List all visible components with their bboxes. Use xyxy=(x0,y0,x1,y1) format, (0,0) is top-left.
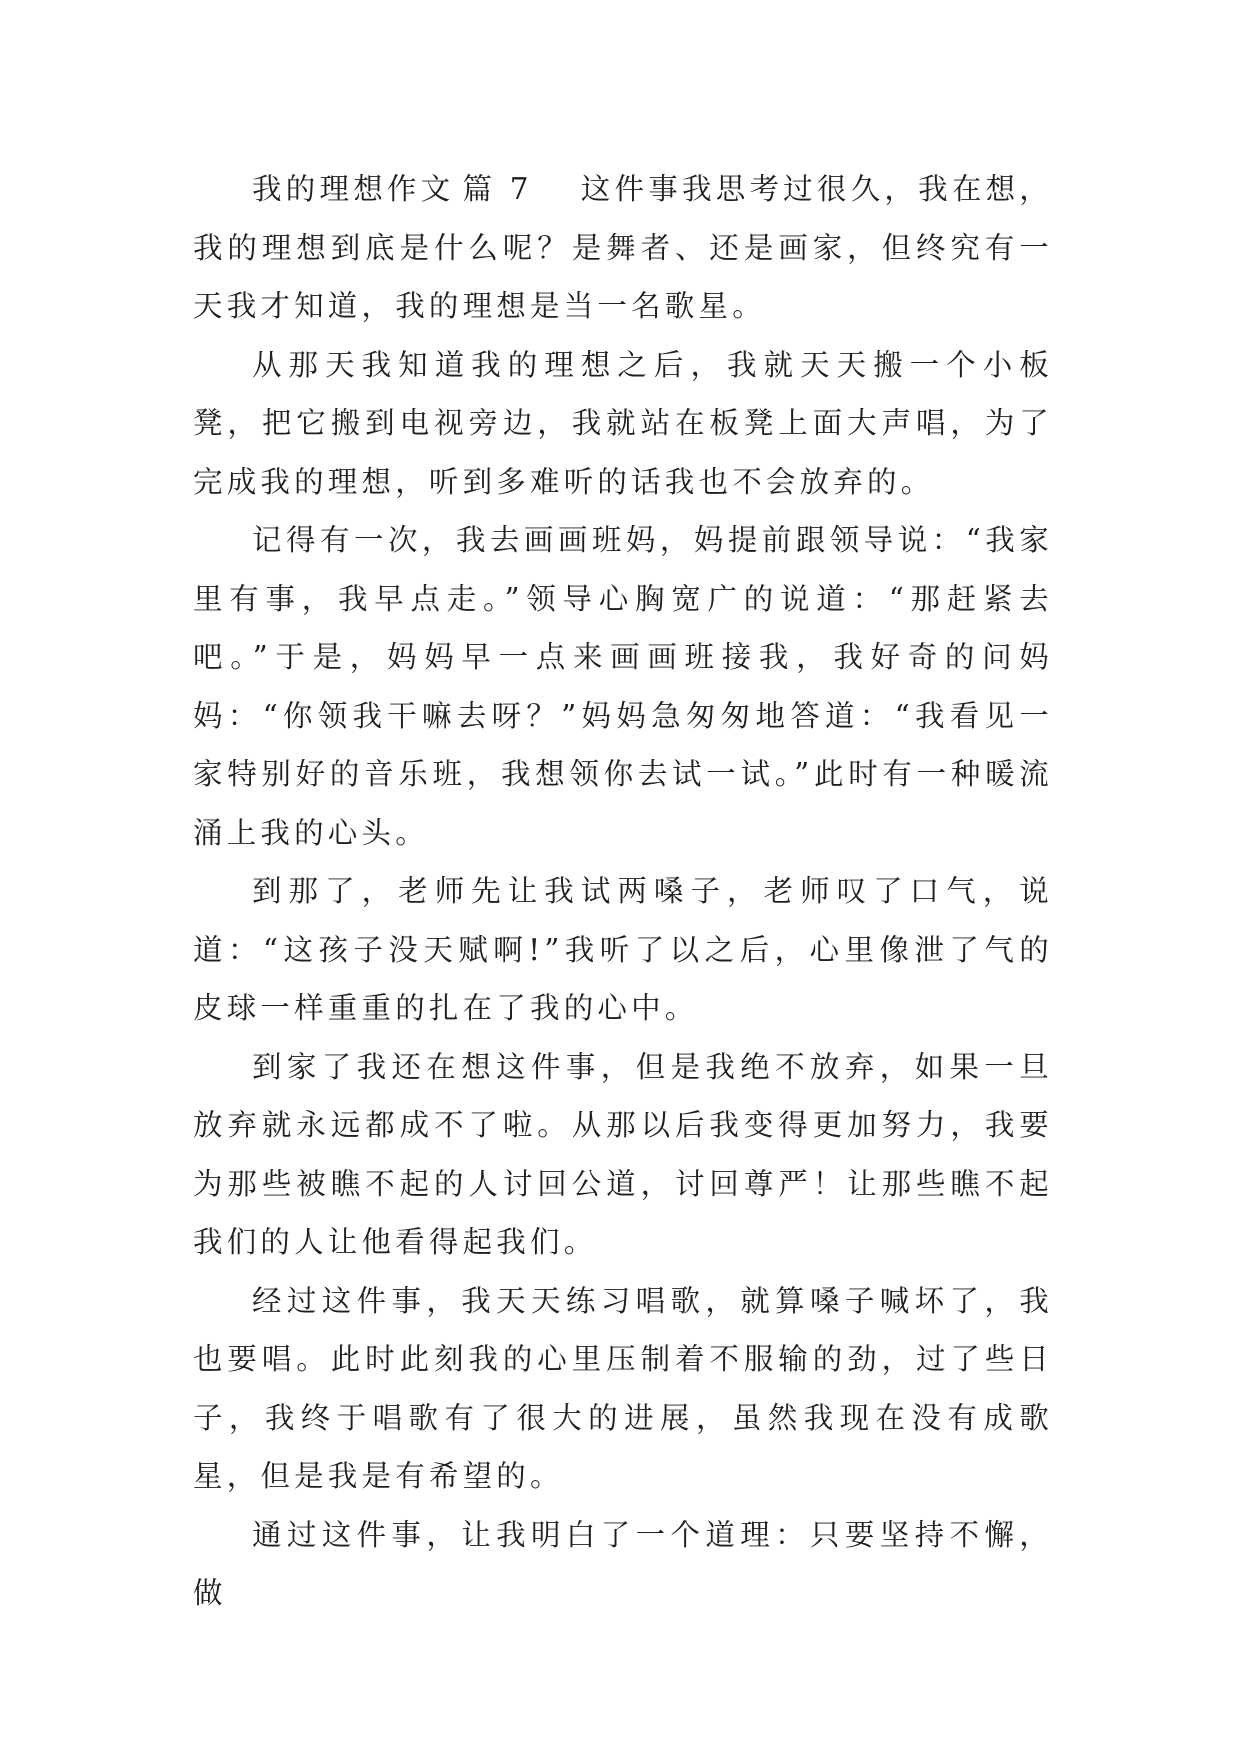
paragraph-5: 到家了我还在想这件事，但是我绝不放弃，如果一旦放弃就永远都成不了啦。从那以后我变得更加努力，我要为那些被瞧不起的人讨回公道，讨回尊严！让那些瞧不起我们的人让他看得起我们。 xyxy=(193,1049,1053,1259)
paragraph-7: 通过这件事，让我明白了一个道理：只要坚持不懈，做 xyxy=(193,1517,1053,1610)
paragraph-2: 从那天我知道我的理想之后，我就天天搬一个小板凳，把它搬到电视旁边，我就站在板凳上面大声唱，为了完成我的理想，听到多难听的话我也不会放弃的。 xyxy=(193,347,1053,499)
paragraph-1 xyxy=(193,160,1053,336)
paragraph-3: 记得有一次，我去画画班妈，妈提前跟领导说：“我家里有事，我早点走。”领导心胸宽广的说道：“那赶紧去吧。”于是，妈妈早一点来画画班接我，我好奇的问妈妈：“你领我干嘛去呀？”妈妈急匆匆地答道：“我看见一家特别好的音乐班，我想领你去试一试。”此时有一种暖流涌上我的心头。 xyxy=(193,523,1053,850)
essay-heading: 我的理想作文 xyxy=(252,172,455,206)
section-label: 篇 7 xyxy=(462,172,533,206)
paragraph-6: 经过这件事，我天天练习唱歌，就算嗓子喊坏了，我也要唱。此时此刻我的心里压制着不服输的劲，过了些日子，我终于唱歌有了很大的进展，虽然我现在没有成歌星，但是我是有希望的。 xyxy=(193,1283,1053,1493)
essay-body xyxy=(193,160,1053,1623)
paragraph-4: 到那了，老师先让我试两嗓子，老师叹了口气，说道：“这孩子没天赋啊!”我听了以之后，心里像泄了气的皮球一样重重的扎在了我的心中。 xyxy=(193,874,1053,1025)
paragraph-1-text: 这件事我思考过很久，我在想，我的理想到底是什么呢？是舞者、还是画家，但终究有一天我才知道，我的理想是当一名歌星。 xyxy=(193,172,1053,323)
